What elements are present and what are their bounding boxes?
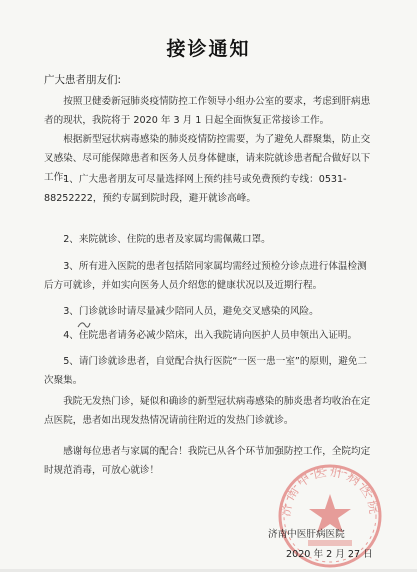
paragraph-item-4: 4、住院患者请务必减少陪床，出入我院请向医护人员申领出入证明。 [63, 330, 358, 341]
svg-text:济南中医肝病医院: 济南中医肝病医院 [278, 464, 382, 518]
paragraph-item-3b: 3、门诊就诊时请尽量减少陪同人员，避免交叉感染的风险。 [63, 306, 319, 317]
document-title: 接诊通知 [166, 38, 251, 60]
paragraph-fever-clinic: 我院无发热门诊，疑似和确诊的新型冠状病毒感染的肺炎患者均收治在定点医院，患者如出现发热情况请前往附近的发热门诊就诊。 [44, 396, 371, 426]
signature-hospital: 济南中医肝病医院 [268, 529, 345, 540]
paragraph-intro: 按照卫健委新冠肺炎疫情防控工作领导小组办公室的要求，考虑到肝病患者的现状，我院将于 2020 年 3 月 1 日起全面恢复正常接诊工作。 [44, 96, 371, 126]
paragraph-item-2: 2、来院就诊、住院的患者及家属均需佩戴口罩。 [63, 234, 271, 245]
paragraph-item-5: 5、请门诊就诊患者，自觉配合执行医院“一医一患一室”的原则，避免二次聚集。 [44, 356, 368, 386]
paragraph-requirements: 根据新型冠状病毒感染的肺炎疫情防控需要，为了避免人群聚集，防止交叉感染、尽可能保障患者和医务人员身体健康，请来院就诊患者配合做好以下工作: [44, 134, 371, 183]
scribble-mark [77, 319, 91, 329]
paragraph-item-3: 3、所有进入医院的患者包括陪同家属均需经过预检分诊点进行体温检测后方可就诊，并如实向医务人员介绍您的健康状况以及近期行程。 [44, 261, 367, 291]
signature-date: 2020 年 2 月 27 日 [286, 549, 373, 560]
greeting: 广大患者朋友们: [44, 74, 122, 86]
paragraph-item-1: 1、广大患者朋友可尽量选择网上预约挂号或免费预约专线：0531-88252222，预约专属到院时段，避开就诊高峰。 [44, 174, 347, 204]
paragraph-thanks: 感谢每位患者与家属的配合！我院已从各个环节加强防控工作，全院均定时规范消毒，可放心就诊！ [44, 446, 371, 476]
